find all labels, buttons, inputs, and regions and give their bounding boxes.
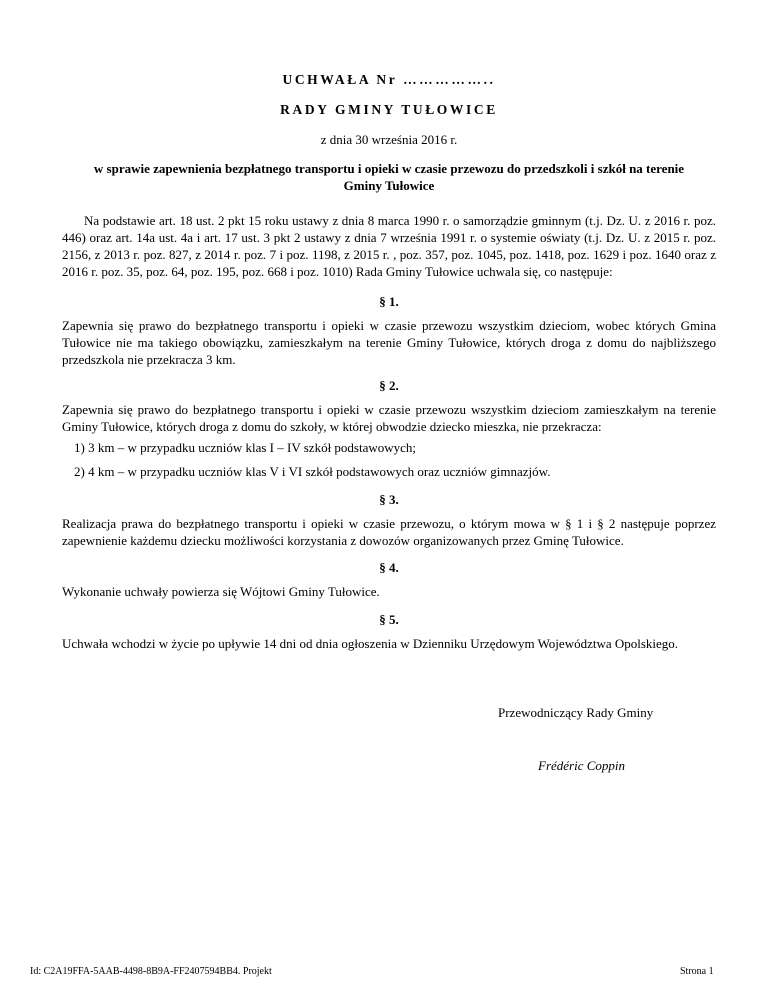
section-2-item-2: 2) 4 km – w przypadku uczniów klas V i VI szkół podstawowych oraz uczniów gimnazjów.	[74, 464, 551, 479]
document-date: z dnia 30 września 2016 r.	[320, 132, 458, 147]
section-5-text: Uchwała wchodzi w życie po upływie 14 dni od dnia ogłoszenia w Dzienniku Urzędowym Województwa Opolskiego.	[62, 636, 679, 651]
signatory-title: Przewodniczący Rady Gminy	[498, 705, 654, 720]
footer-document-id: Id: C2A19FFA-5AAB-4498-8B9A-FF2407594BB4. Projekt	[30, 966, 272, 977]
section-4-heading: § 4.	[379, 560, 399, 575]
subject-line-1: w sprawie zapewnienia bezpłatnego transportu i opieki w czasie przewozu do przedszkoli i szkół na terenie	[93, 161, 685, 176]
section-1-text: Zapewnia się prawo do bezpłatnego transportu i opieki w czasie przewozu wszystkim dzieciom, wobec których Gmina Tułowice nie ma takiego obowiązku, zamieszkałym na terenie Gminy Tułowice, których droga z domu do najbliższego przedszkola nie przekracza 3 km.	[62, 318, 716, 367]
subject-line-2: Gminy Tułowice	[343, 178, 435, 193]
section-3-heading: § 3.	[379, 492, 399, 507]
signatory-name: Frédéric Coppin	[538, 758, 626, 773]
section-4-text: Wykonanie uchwały powierza się Wójtowi Gminy Tułowice.	[62, 584, 380, 599]
section-2-heading: § 2.	[379, 378, 399, 393]
footer-page-number: Strona 1	[680, 966, 714, 977]
section-2-text: Zapewnia się prawo do bezpłatnego transportu i opieki w czasie przewozu wszystkim dzieciom zamieszkałym na terenie Gminy Tułowice, których droga z domu do szkoły, w której obwodzie dziecko mieszka, nie przekracza:	[62, 402, 716, 434]
section-2-item-1: 1) 3 km – w przypadku uczniów klas I – IV szkół podstawowych;	[74, 440, 417, 455]
preamble-paragraph: Na podstawie art. 18 ust. 2 pkt 15 roku ustawy z dnia 8 marca 1990 r. o samorządzie gminnym (t.j. Dz. U. z 2016 r. poz. 446) oraz art. 14a ust. 4a i art. 17 ust. 3 pkt 2 ustawy z dnia 7 września 1991 r. o systemie oświaty (t.j. Dz. U. z 2015 r. poz. 2156, z 2013 r. poz. 827, z 2014 r. poz. 7 i poz. 1198, z 2015 r. , poz. 357, poz. 1045, poz. 1418, poz. 1629 i poz. 1640 oraz z 2016 r. poz. 35, poz. 64, poz. 195, poz. 668 i poz. 1010) Rada Gminy Tułowice uchwala się, co następuje:	[62, 213, 716, 279]
document-title: UCHWAŁA Nr ……………..	[282, 72, 496, 87]
document-subject	[62, 160, 716, 194]
section-3-text: Realizacja prawa do bezpłatnego transportu i opieki w czasie przewozu, o którym mowa w § 1 i § 2 następuje poprzez zapewnienie każdemu dziecku możliwości korzystania z dowozów organizowanych przez Gminę Tułowice.	[62, 516, 716, 548]
issuer-title: RADY GMINY TUŁOWICE	[280, 102, 498, 117]
section-5-heading: § 5.	[379, 612, 399, 627]
section-1-heading: § 1.	[379, 294, 399, 309]
